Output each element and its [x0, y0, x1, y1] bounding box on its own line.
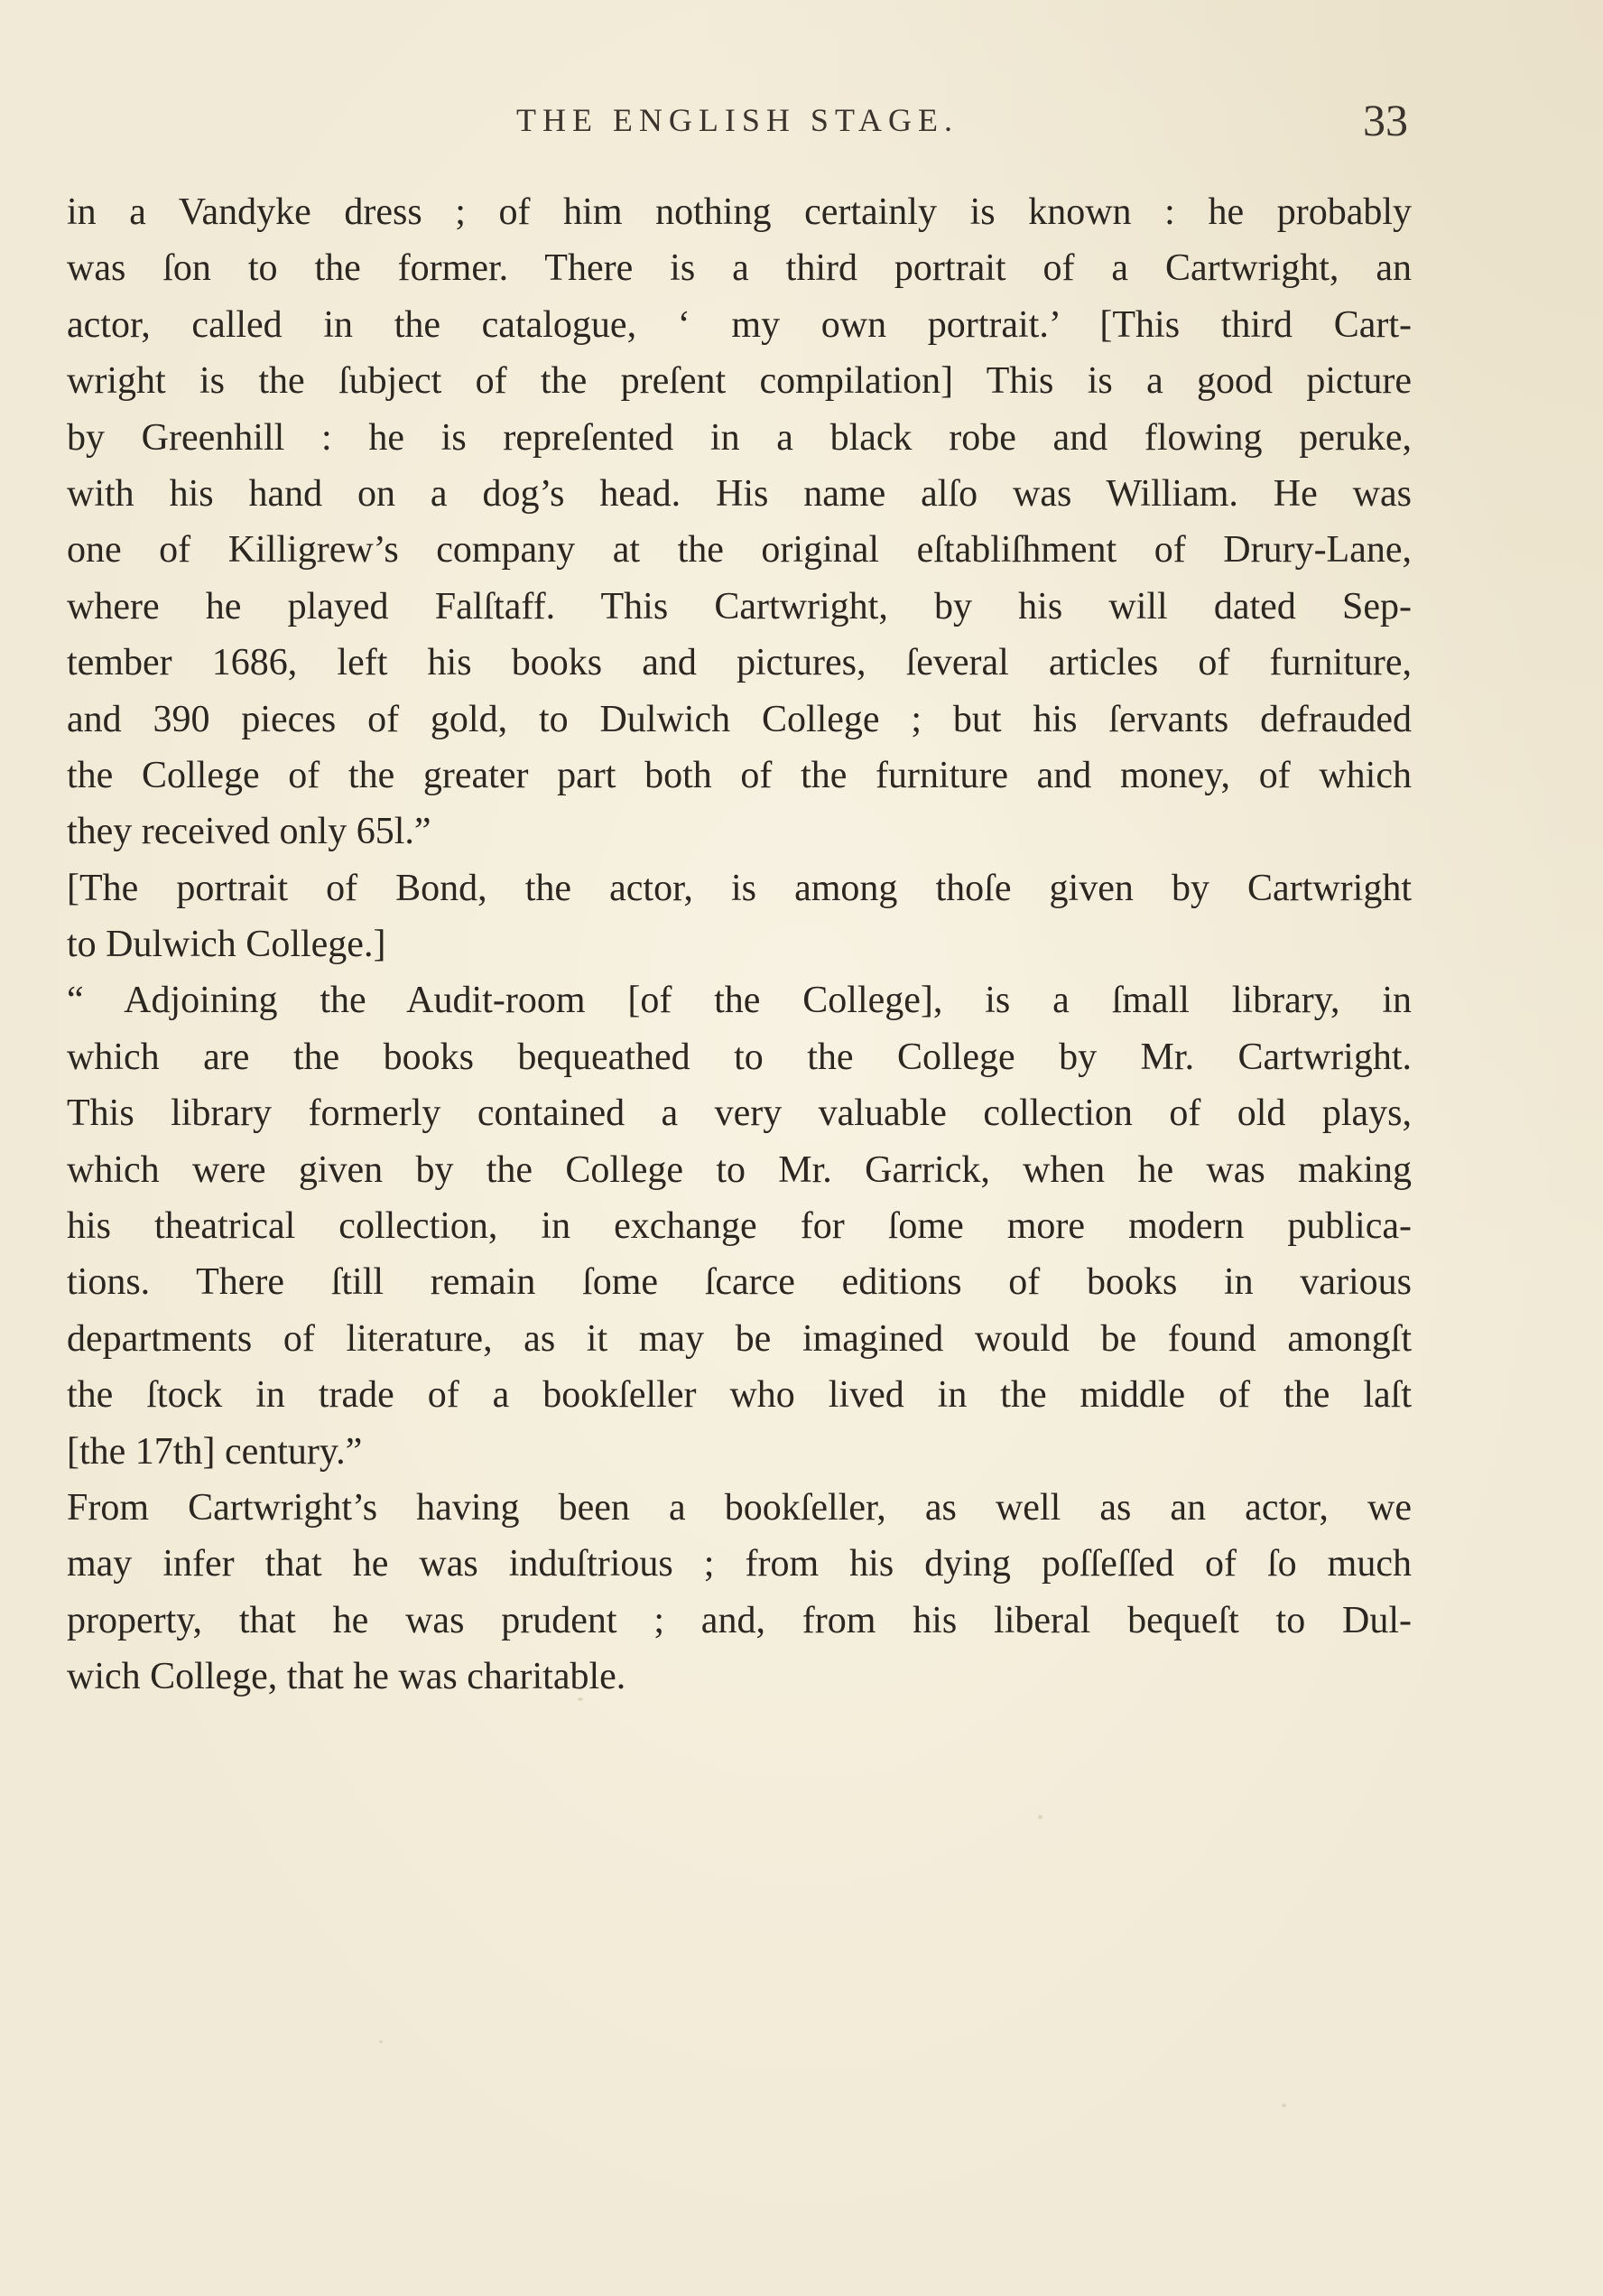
text-line: From Cartwright’s having been a bookſeller, as well as an actor, we: [67, 1486, 1412, 1529]
text-line: tember 1686, left his books and pictures, ſeveral articles of furniture,: [67, 642, 1412, 684]
text-line: by Greenhill : he is repreſented in a black robe and flowing peruke,: [67, 416, 1412, 459]
text-line: tions. There ſtill remain ſome ſcarce editions of books in various: [67, 1261, 1412, 1304]
text-line: his theatrical collection, in exchange for ſome more modern publica-: [67, 1205, 1412, 1248]
text-line: actor, called in the catalogue, ‘ my own portrait.’ [This third Cart-: [67, 303, 1412, 346]
text-line: property, that he was prudent ; and, from his liberal bequeſt to Dul-: [67, 1599, 1412, 1641]
text-line: was ſon to the former. There is a third portrait of a Cartwright, an: [67, 247, 1412, 290]
paper-fleck: [1282, 2104, 1286, 2107]
text-line: “ Adjoining the Audit-room [of the College], is a ſmall library, in: [67, 980, 1412, 1022]
text-line: and 390 pieces of gold, to Dulwich College ; but his ſervants defrauded: [67, 698, 1412, 740]
text-line: [the 17th] century.”: [67, 1430, 363, 1473]
text-line: [The portrait of Bond, the actor, is among thoſe given by Cartwright: [67, 867, 1412, 909]
text-line: wich College, that he was charitable.: [67, 1656, 626, 1698]
text-line: This library formerly contained a very valuable collection of old plays,: [67, 1092, 1412, 1135]
paper-fleck: [1038, 1815, 1042, 1819]
text-line: departments of literature, as it may be imagined would be found amongſt: [67, 1317, 1412, 1360]
text-line: the College of the greater part both of the furniture and money, of which: [67, 754, 1412, 796]
text-line: which were given by the College to Mr. Garrick, when he was making: [67, 1148, 1412, 1191]
text-line: the ſtock in trade of a bookſeller who lived in the middle of the laſt: [67, 1374, 1412, 1417]
text-line: to Dulwich College.]: [67, 924, 386, 966]
text-line: which are the books bequeathed to the College by Mr. Cartwright.: [67, 1036, 1412, 1078]
page-number: 33: [1363, 95, 1408, 145]
body-text: [67, 184, 1412, 1706]
text-line: with his hand on a dog’s head. His name alſo was William. He was: [67, 472, 1412, 515]
running-title: THE ENGLISH STAGE.: [515, 102, 959, 138]
text-line: wright is the ſubject of the preſent compilation] This is a good picture: [67, 360, 1412, 403]
paper-fleck: [578, 1697, 583, 1701]
paper-fleck: [379, 2040, 383, 2043]
text-line: one of Killigrew’s company at the original eſtabliſhment of Drury-Lane,: [67, 529, 1412, 572]
text-line: in a Vandyke dress ; of him nothing certainly is known : he probably: [67, 191, 1412, 233]
text-line: they received only 65l.”: [67, 811, 431, 853]
text-line: may infer that he was induſtrious ; from his dying poſſeſſed of ſo much: [67, 1543, 1412, 1585]
text-line: where he played Falſtaff. This Cartwright, by his will dated Sep-: [67, 585, 1412, 627]
running-head: [67, 95, 1408, 155]
